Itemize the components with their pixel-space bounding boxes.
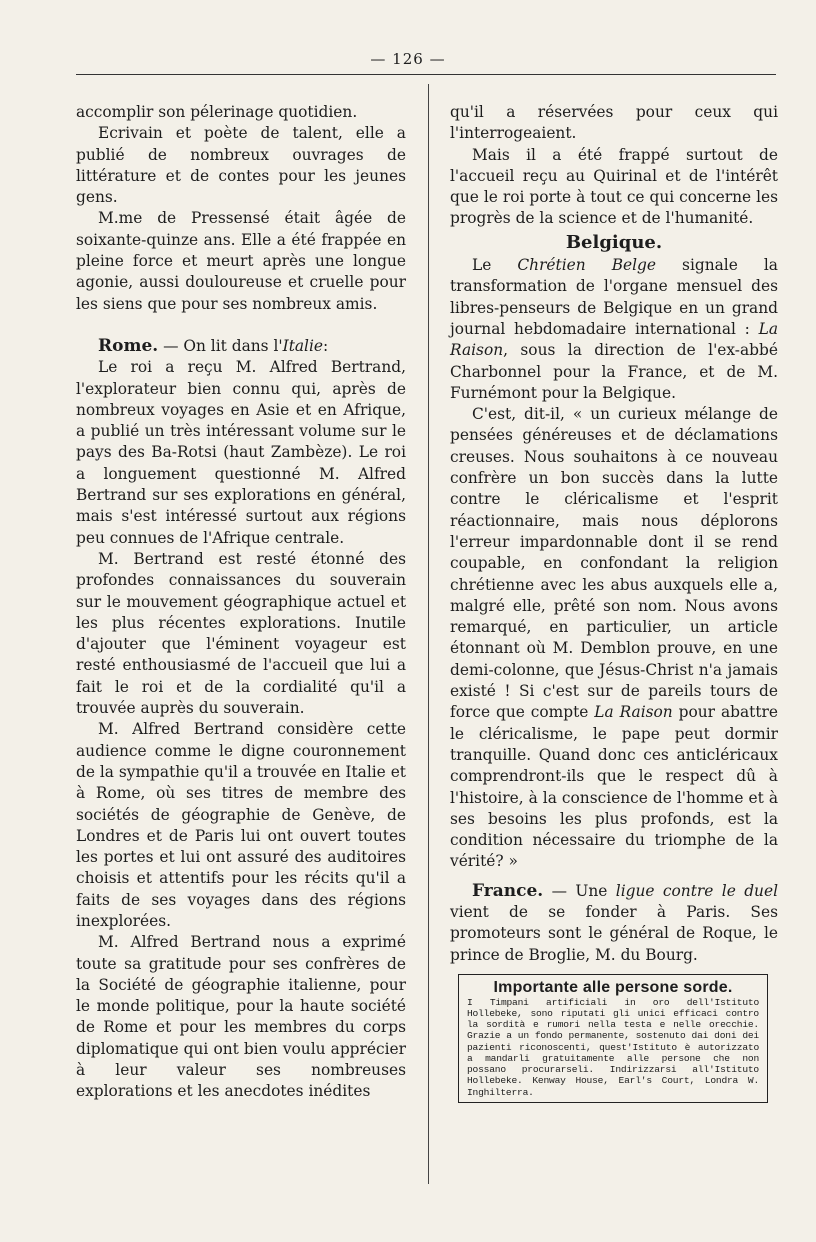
inline-text: :: [323, 336, 329, 355]
section-heading-belgique: Belgique.: [565, 231, 663, 253]
paragraph: M. Bertrand est resté étonné des profondes connaissances du souverain sur le mouvement géographique actuel et les plus récentes explorations. Inutile d'ajouter que l'éminent voyageur est resté enthousiasmé de l'accueil que lui a fait le roi et de la cordialité qu'il a trouvée auprès du souverain.: [76, 549, 406, 718]
paragraph: accomplir son pélerinage quotidien.: [76, 103, 358, 121]
left-column: [76, 102, 406, 1103]
rome-section: [76, 336, 406, 357]
spacer: [76, 315, 406, 336]
inline-text: — Une: [543, 881, 616, 900]
column-divider: [428, 84, 429, 1184]
journal-title: La Raison: [450, 319, 778, 360]
inline-text: pour abattre le cléricalisme, le pape peut dormir tranquille. Quand donc ces anticléricaux comprendront-ils que le respect dû à l'histoire, à la conscience de l'homme et à ses besoins les plus profonds, est la condition nécessaire du triomphe de la vérité? »: [450, 703, 778, 871]
journal-title: La Raison: [594, 703, 673, 722]
paragraph: M. Alfred Bertrand considère cette audience comme le digne couronnement de la sympathie qu'il a trouvée en Italie et à Rome, où ses titres de membre des sociétés de géographie de Genève, de Londres et de Paris lui ont ouvert toutes les portes et lui ont assuré des auditoires choisis et attentifs pour les récits qu'il a faits de ses voyages dans des régions inexplorées.: [76, 720, 406, 930]
paragraph: Le roi a reçu M. Alfred Bertrand, l'explorateur bien connu qui, après de nombreux voyages en Asie et en Afrique, a publié un très intéressant volume sur le pays des Ba-Rotsi (haut Zambèze). Le roi a longuement questionné M. Alfred Bertrand sur ses explorations en général, mais s'est intéressé surtout aux régions peu connues de l'Afrique centrale.: [76, 358, 406, 547]
paragraph: [450, 404, 778, 873]
section-heading-rome: Rome.: [98, 335, 159, 356]
paragraph: qu'il a réservées pour ceux qui l'interrogeaient.: [450, 103, 778, 143]
paragraph: M.me de Pressensé était âgée de soixante-quinze ans. Elle a été frappée en pleine force et meurt après une longue agonie, aussi douloureuse et cruelle pour les siens que pour ses nombreux amis.: [76, 209, 406, 313]
inline-text: vient de se fonder à Paris. Ses promoteurs sont le général de Roque, le prince de Broglie, M. du Bourg.: [450, 902, 778, 964]
league-name: ligue contre le duel: [615, 881, 779, 900]
inline-text: — On lit dans l': [158, 336, 283, 355]
inline-text: signale la transformation de l'organe mensuel des libres-penseurs de Belgique en un grand journal hebdomadaire international :: [450, 256, 778, 338]
page-number: — 126 —: [370, 50, 446, 68]
inline-text: C'est, dit-il, « un curieux mélange de pensées généreuses et de déclamations creuses. Nous souhaitons à ce nouveau confrère un bon succès dans la lutte contre le cléricalisme et l'esprit réactionnaire, mais nous déplorons l'erreur impardonnable dont il se rend coupable, en confondant la religion chrétienne avec les abus auxquels elle a, malgré elle, prêté son nom. Nous avons remarqué, en particulier, un article étonnant où M. Demblon prouve, en une demi-colonne, que Jésus-Christ n'a jamais existé ! Si c'est sur de pareils tours de force que compte: [450, 405, 778, 722]
section-heading-france: France.: [472, 880, 544, 901]
paragraph: Ecrivain et poète de talent, elle a publié de nombreux ouvrages de littérature et de contes pour les jeunes gens.: [76, 124, 406, 207]
advertisement-box: [458, 974, 768, 1103]
paragraph: M. Alfred Bertrand nous a exprimé toute sa gratitude pour ses confrères de la Société de géographie italienne, pour le monde politique, pour la haute société de Rome et pour les membres du corps diplomatique qui ont bien voulu apprécier à leur valeur ses nombreuses explorations et les anecdotes inédites: [76, 933, 406, 1101]
source-title: Italie: [282, 336, 324, 355]
source-title: Chrétien Belge: [517, 256, 656, 275]
inline-text: , sous la direction de l'ex-abbé Charbonnel pour la France, et de M. Furnémont pour la Belgique.: [450, 341, 778, 402]
ad-body: I Timpani artificiali in oro dell'Istituto Hollebeke, sono riputati gli unici efficaci contro la sordità e rumori nella testa e nelle orecchie. Grazie a un fondo permanente, sostenuto dai doni dei pazienti riconoscenti, quest'Istituto è autorizzato a mandarli gratuitamente alle persone che non possano procurarseli. Indirizzarsi all'Istituto Hollebeke. Kenway House, Earl's Court, Londra W. Inghilterra.: [467, 996, 759, 1098]
right-column: [450, 102, 778, 1103]
ad-title: Importante alle persone sorde.: [493, 978, 733, 996]
france-section: [450, 881, 778, 966]
paragraph: Mais il a été frappé surtout de l'accueil reçu au Quirinal et de l'intérêt que le roi porte à tout ce qui concerne les progrès de la science et de l'humanité.: [450, 145, 778, 228]
paragraph: [450, 255, 778, 404]
header-rule: [76, 74, 776, 75]
inline-text: Le: [472, 256, 518, 275]
